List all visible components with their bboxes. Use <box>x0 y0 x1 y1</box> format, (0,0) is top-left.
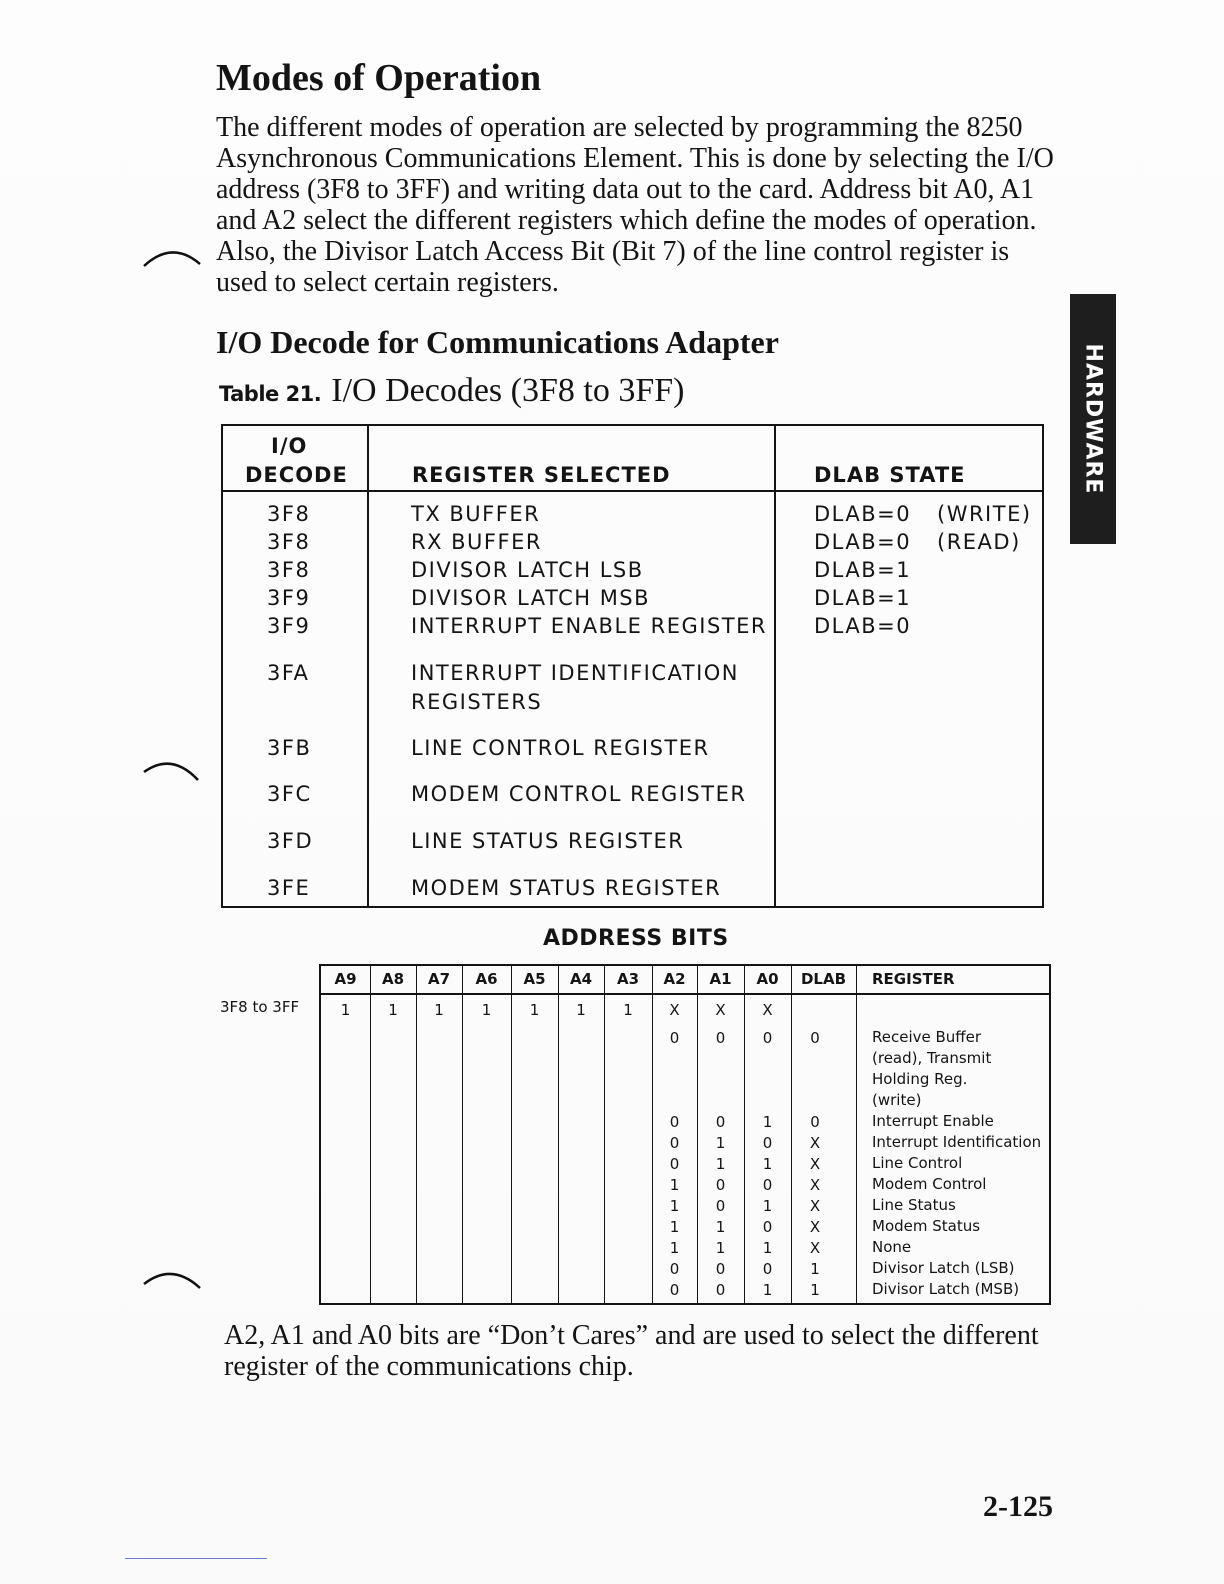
table-caption-label: Table 21. <box>219 382 322 406</box>
subsection-title: I/O Decode for Communications Adapter <box>216 324 779 360</box>
decode-cell: 3FC <box>267 782 312 806</box>
header-register: REGISTER <box>872 970 955 988</box>
a2-cell: 1 <box>669 1197 680 1215</box>
a1-cell: 0 <box>715 1281 726 1299</box>
a2-cell: 0 <box>669 1281 680 1299</box>
table-caption <box>219 372 684 410</box>
a2-cell: 0 <box>669 1134 680 1152</box>
section-tab <box>1070 294 1116 544</box>
a2-cell: 1 <box>669 1239 680 1257</box>
binder-hole-arc-icon <box>142 756 206 782</box>
register-cell: MODEM STATUS REGISTER <box>411 876 722 900</box>
column-divider <box>856 966 857 1303</box>
register-cell: INTERRUPT IDENTIFICATION <box>411 661 740 685</box>
header-a6: A6 <box>475 970 498 988</box>
dlab-cell: X <box>809 1239 821 1257</box>
dlab-cell: 1 <box>810 1281 820 1299</box>
intro-paragraph: The different modes of operation are selected by programming the 8250 Asynchronous Communications Element. This is done by selecting the I/O address (3F8 to 3FF) and writing data out to the card. Address bit A0, A1 and A2 select the different registers which define the modes of operation. Also, the Divisor Latch Access Bit (Bit 7) of the line control register is used to select certain registers. <box>216 112 1054 298</box>
header-io: I/O <box>271 434 308 458</box>
dlab-cell: X <box>809 1218 821 1236</box>
dlab-cell: DLAB=0 <box>814 530 912 554</box>
a0-cell: 1 <box>762 1155 773 1173</box>
header-a2: A2 <box>663 970 686 988</box>
a0-cell: 0 <box>762 1029 773 1047</box>
bit-cell: 1 <box>481 1001 492 1019</box>
bit-cell: 1 <box>623 1001 633 1019</box>
section-tab-label: HARDWARE <box>1080 343 1106 495</box>
header-divider <box>223 490 1042 492</box>
closing-paragraph: A2, A1 and A0 bits are “Don’t Cares” and are used to select the different register of the communications chip. <box>224 1320 1039 1382</box>
register-name: Line Status <box>872 1196 956 1214</box>
section-title: Modes of Operation <box>216 57 542 99</box>
register-name-continued: Holding Reg. <box>872 1070 968 1088</box>
dlab-cell: 0 <box>810 1029 820 1047</box>
dlab-cell: X <box>809 1176 821 1194</box>
register-name: Modem Status <box>872 1217 981 1235</box>
header-a9: A9 <box>334 970 357 988</box>
decode-cell: 3FB <box>267 736 312 760</box>
binder-hole-arc-icon <box>142 246 206 268</box>
header-a8: A8 <box>381 970 405 988</box>
header-a0: A0 <box>756 970 779 988</box>
decode-cell: 3F9 <box>267 586 311 610</box>
register-cell: LINE STATUS REGISTER <box>411 829 685 853</box>
bit-cell: 1 <box>434 1001 444 1019</box>
a1-cell: 0 <box>715 1029 726 1047</box>
a0-cell: 1 <box>762 1197 773 1215</box>
a0-cell: 0 <box>762 1134 773 1152</box>
header-a3: A3 <box>616 970 640 988</box>
decode-cell: 3FE <box>267 876 311 900</box>
a2-cell: 1 <box>669 1176 680 1194</box>
dlab-cell: X <box>809 1197 821 1215</box>
a0-cell: 1 <box>762 1281 773 1299</box>
register-name: Interrupt Enable <box>872 1112 994 1130</box>
register-cell: DIVISOR LATCH MSB <box>411 586 651 610</box>
address-bits-table <box>319 964 1051 1305</box>
register-cell: MODEM CONTROL REGISTER <box>411 782 747 806</box>
a0-cell: 0 <box>762 1218 773 1236</box>
bit-cell: X <box>715 1001 726 1019</box>
header-dlab-state: DLAB STATE <box>814 463 966 487</box>
address-bits-title: ADDRESS BITS <box>543 926 729 951</box>
a1-cell: 0 <box>715 1176 726 1194</box>
a1-cell: 0 <box>715 1197 726 1215</box>
a1-cell: 1 <box>715 1155 726 1173</box>
mode-cell: (READ) <box>937 530 1021 554</box>
dlab-cell: DLAB=0 <box>814 614 912 638</box>
bit-cell: X <box>762 1001 773 1019</box>
header-a7: A7 <box>427 970 451 988</box>
header-divider <box>321 993 1049 995</box>
a2-cell: 0 <box>669 1260 680 1278</box>
register-cell: TX BUFFER <box>411 502 541 526</box>
footer-rule <box>125 1558 267 1559</box>
a2-cell: 0 <box>669 1029 680 1047</box>
register-name: None <box>872 1238 912 1256</box>
bit-cell: 1 <box>576 1001 586 1019</box>
header-register-selected: REGISTER SELECTED <box>412 463 671 487</box>
dlab-cell: DLAB=0 <box>814 502 912 526</box>
a1-cell: 0 <box>715 1260 726 1278</box>
register-name-continued: (write) <box>872 1091 922 1109</box>
register-name: Line Control <box>872 1154 963 1172</box>
decode-cell: 3F8 <box>267 558 311 582</box>
table-caption-title: I/O Decodes (3F8 to 3FF) <box>331 372 685 409</box>
register-cell: INTERRUPT ENABLE REGISTER <box>411 614 767 638</box>
header-a5: A5 <box>523 970 546 988</box>
a0-cell: 0 <box>762 1176 773 1194</box>
header-a1: A1 <box>709 970 732 988</box>
a0-cell: 0 <box>762 1260 773 1278</box>
mode-cell: (WRITE) <box>937 502 1032 526</box>
dlab-cell: 0 <box>810 1113 820 1131</box>
header-dlab: DLAB <box>800 970 847 988</box>
a2-cell: 1 <box>669 1218 680 1236</box>
decode-cell: 3F9 <box>267 614 311 638</box>
a1-cell: 1 <box>715 1218 726 1236</box>
dlab-cell: DLAB=1 <box>814 558 912 582</box>
a1-cell: 0 <box>715 1113 726 1131</box>
register-name: Interrupt Identification <box>872 1133 1042 1151</box>
register-name: Modem Control <box>872 1175 987 1193</box>
register-cell-continued: REGISTERS <box>411 690 543 714</box>
a1-cell: 1 <box>715 1239 726 1257</box>
column-divider <box>367 426 369 906</box>
dlab-cell: 1 <box>810 1260 820 1278</box>
register-cell: LINE CONTROL REGISTER <box>411 736 710 760</box>
a2-cell: 0 <box>669 1113 680 1131</box>
register-name: Divisor Latch (LSB) <box>872 1259 1015 1277</box>
register-cell: DIVISOR LATCH LSB <box>411 558 644 582</box>
header-decode: DECODE <box>245 463 348 487</box>
address-range-label: 3F8 to 3FF <box>220 998 300 1016</box>
page-number: 2-125 <box>983 1490 1053 1523</box>
column-divider <box>774 426 776 906</box>
bit-cell: 1 <box>340 1001 351 1019</box>
bit-cell: 1 <box>529 1001 540 1019</box>
a1-cell: 1 <box>715 1134 726 1152</box>
binder-hole-arc-icon <box>142 1266 206 1290</box>
register-name: Receive Buffer <box>872 1028 982 1046</box>
decode-cell: 3FD <box>267 829 314 853</box>
bit-cell: 1 <box>388 1001 398 1019</box>
dlab-cell: X <box>809 1155 821 1173</box>
a0-cell: 1 <box>762 1113 773 1131</box>
header-a4: A4 <box>569 970 593 988</box>
io-decode-table <box>221 424 1044 908</box>
register-name: Divisor Latch (MSB) <box>872 1280 1020 1298</box>
decode-cell: 3F8 <box>267 530 311 554</box>
decode-cell: 3F8 <box>267 502 311 526</box>
dlab-cell: DLAB=1 <box>814 586 912 610</box>
dlab-cell: X <box>809 1134 821 1152</box>
bit-cell: X <box>669 1001 680 1019</box>
register-name-continued: (read), Transmit <box>872 1049 992 1067</box>
register-cell: RX BUFFER <box>411 530 542 554</box>
decode-cell: 3FA <box>267 661 310 685</box>
a2-cell: 0 <box>669 1155 680 1173</box>
a0-cell: 1 <box>762 1239 773 1257</box>
